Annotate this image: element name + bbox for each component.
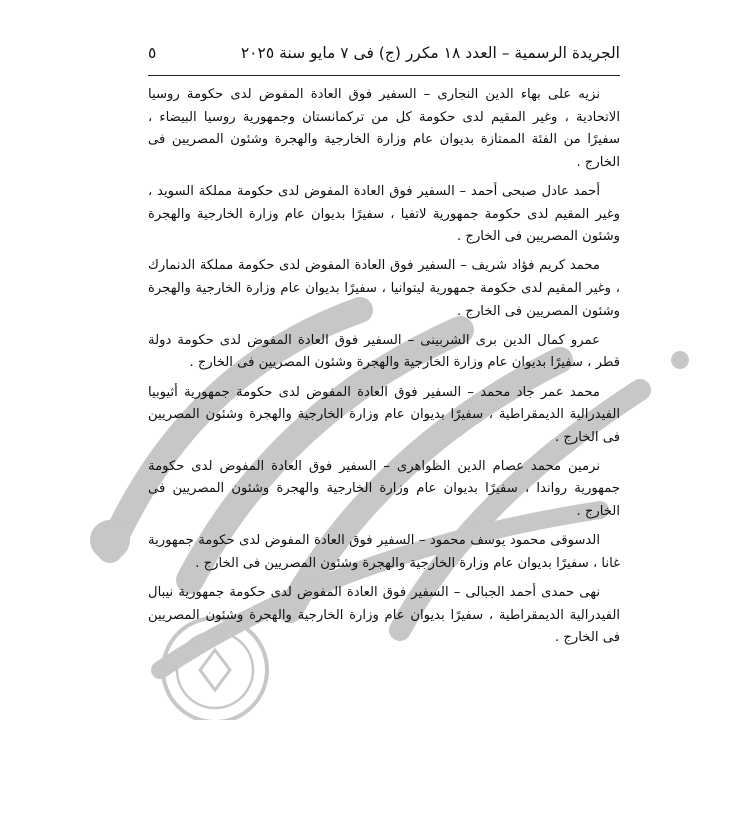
entry-paragraph: محمد كريم فؤاد شريف – السفير فوق العادة المفوض لدى حكومة مملكة الدنمارك ، وغير المقيم لدى حكومة جمهورية ليتوانيا ، سفيرًا بديوان عام وزارة الخارجية والهجرة وشئون المصريين فى الخارج . (148, 258, 620, 319)
entry-paragraph: نهى حمدى أحمد الجبالى – السفير فوق العادة المفوض لدى حكومة جمهورية نيبال الفيدرالية الديمقراطية ، سفيرًا بديوان عام وزارة الخارجية والهجرة وشئون المصريين فى الخارج . (148, 585, 620, 646)
document-body (148, 84, 620, 656)
entry-paragraph: أحمد عادل صبحى أحمد – السفير فوق العادة المفوض لدى حكومة مملكة السويد ، وغير المقيم لدى حكومة جمهورية لاتفيا ، سفيرًا بديوان عام وزارة الخارجية والهجرة وشئون المصريين فى الخارج . (148, 183, 620, 245)
page-number: ٥ (148, 44, 157, 62)
page-header (148, 38, 620, 68)
header-divider (148, 75, 620, 76)
entry-paragraph: نرمين محمد عصام الدين الظواهرى – السفير فوق العادة المفوض لدى حكومة جمهورية رواندا ، سفيرًا بديوان عام وزارة الخارجية والهجرة وشئون المصريين فى الخارج . (148, 458, 620, 520)
entry-paragraph: الدسوقى محمود يوسف محمود – السفير فوق العادة المفوض لدى حكومة جمهورية غانا ، سفيرًا بديوان عام وزارة الخارجية والهجرة وشئون المصريين فى الخارج . (148, 533, 620, 571)
entry-paragraph: نزيه على بهاء الدين النجارى – السفير فوق العادة المفوض لدى حكومة روسيا الاتحادية ، وغير المقيم لدى حكومة كل من تركمانستان وجمهورية روسيا البيضاء ، سفيرًا من الفئة الممتازة بديوان عام وزارة الخارجية والهجرة وشئون المصريين فى الخارج . (148, 87, 620, 170)
entry-paragraph: عمرو كمال الدين برى الشربينى – السفير فوق العادة المفوض لدى حكومة دولة قطر ، سفيرًا بديوان عام وزارة الخارجية والهجرة وشئون المصريين فى الخارج . (148, 332, 620, 371)
entry-paragraph: محمد عمر جاد محمد – السفير فوق العادة المفوض لدى حكومة جمهورية أثيوبيا الفيدرالية الديمقراطية ، سفيرًا بديوان عام وزارة الخارجية والهجرة وشئون المصريين فى الخارج . (148, 384, 620, 445)
header-title: الجريدة الرسمية – العدد ١٨ مكرر (ج) فى ٧ مايو سنة ٢٠٢٥ (240, 44, 620, 62)
